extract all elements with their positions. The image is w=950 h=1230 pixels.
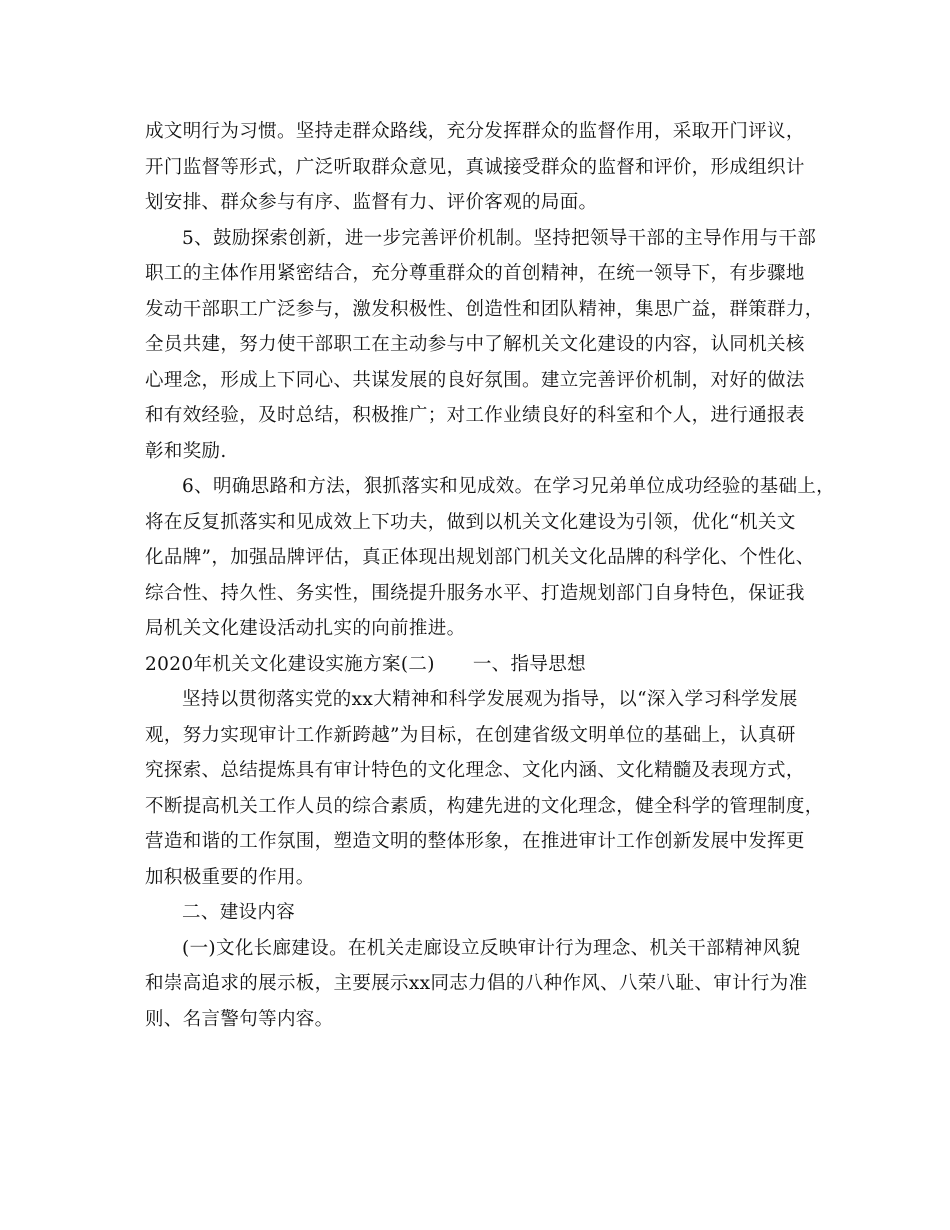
text-line: 化品牌”，加强品牌评估，真正体现出规划部门机关文化品牌的科学化、个性化、 [145,547,815,568]
text-line: 成文明行为习惯。坚持走群众路线，充分发挥群众的监督作用，采取开门评议， [145,121,805,142]
plan-title: 2020年机关文化建设实施方案(二) [145,654,435,675]
text-line: 观，努力实现审计工作新跨越”为目标，在创建省级文明单位的基础上，认真研 [145,725,796,746]
text-line: 局机关文化建设活动扎实的向前推进。 [145,618,466,639]
text-line: 究探索、总结提炼具有审计特色的文化理念、文化内涵、文化精髓及表现方式， [145,760,805,781]
section-heading-guiding-ideology: 一、指导思想 [472,654,586,675]
text-line: 加积极重要的作用。 [145,867,315,888]
guiding-paragraph-first-line: 坚持以贯彻落实党的xx大精神和科学发展观为指导，以“深入学习科学发展 [182,689,798,710]
text-line: 职工的主体作用紧密结合，充分尊重群众的首创精神，在统一领导下，有步骤地 [145,263,805,284]
text-line: 和有效经验，及时总结，积极推广；对工作业绩良好的科室和个人，进行通报表 [145,405,805,426]
text-line: 全员共建，努力使干部职工在主动参与中了解机关文化建设的内容，认同机关核 [145,334,805,355]
text-line: 不断提高机关工作人员的综合素质，构建先进的文化理念，健全科学的管理制度， [145,796,824,817]
paragraph-6-first-line: 6、明确思路和方法，狠抓落实和见成效。在学习兄弟单位成功经验的基础上， [182,476,836,497]
text-line: 和崇高追求的展示板，主要展示xx同志力倡的八种作风、八荣八耻、审计行为准 [145,973,808,994]
text-line: 开门监督等形式，广泛听取群众意见，真诚接受群众的监督和评价，形成组织计 [145,157,805,178]
text-line: 营造和谐的工作氛围，塑造文明的整体形象，在推进审计工作创新发展中发挥更 [145,831,805,852]
text-line: 划安排、群众参与有序、监督有力、评价客观的局面。 [145,192,598,213]
text-line: 综合性、持久性、务实性，围绕提升服务水平、打造规划部门自身特色，保证我 [145,583,805,604]
text-line: 则、名言警句等内容。 [145,1009,334,1030]
text-line: 发动干部职工广泛参与，激发积极性、创造性和团队精神，集思广益，群策群力， [145,299,824,320]
culture-corridor-first-line: (一)文化长廊建设。在机关走廊设立反映审计行为理念、机关干部精神风貌 [182,938,801,959]
section-heading-construction-content: 二、建设内容 [182,902,296,923]
text-line: 彰和奖励. [145,441,227,462]
text-line: 将在反复抓落实和见成效上下功夫，做到以机关文化建设为引领，优化“机关文 [145,512,796,533]
section-title-line [145,653,586,677]
paragraph-5-first-line: 5、鼓励探索创新，进一步完善评价机制。坚持把领导干部的主导作用与干部 [182,228,817,249]
text-line: 心理念，形成上下同心、共谋发展的良好氛围。建立完善评价机制，对好的做法 [145,370,805,391]
